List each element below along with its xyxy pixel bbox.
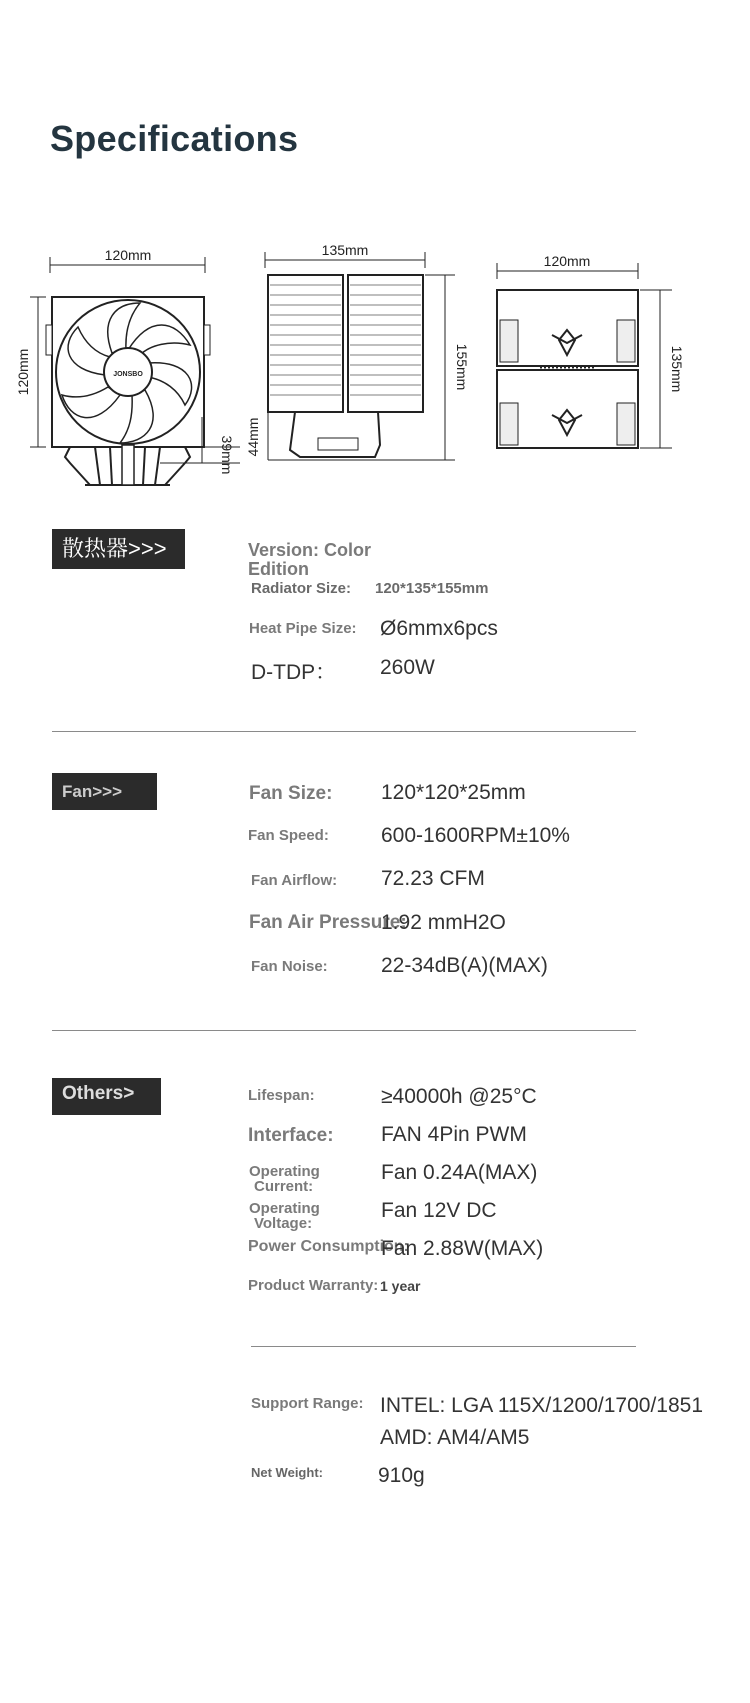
radiator-size-label: Radiator Size: <box>251 580 352 597</box>
side-height-label: 155mm <box>454 343 470 391</box>
lifespan-value: ≥40000h @25°C <box>381 1085 537 1108</box>
heatpipe-label: Heat Pipe Size: <box>249 620 357 637</box>
fan-airflow-label: Fan Airflow: <box>251 872 338 889</box>
fan-logo: JONSBO <box>113 371 143 378</box>
front-height-label: 120mm <box>15 348 31 396</box>
interface-value: FAN 4Pin PWM <box>381 1123 527 1146</box>
version-label: Version: Color Edition <box>248 540 372 579</box>
current-label: Operating Current: <box>249 1163 320 1195</box>
lifespan-label: Lifespan: <box>248 1087 315 1104</box>
divider <box>52 1030 636 1031</box>
fan-badge: Fan>>> <box>52 773 157 810</box>
front-base-label: 39mm <box>219 435 235 475</box>
support-label: Support Range: <box>251 1395 364 1412</box>
tdp-value: 260W <box>380 656 435 679</box>
front-view <box>15 247 240 485</box>
power-value: Fan 2.88W(MAX) <box>381 1237 544 1260</box>
support-intel-value: INTEL: LGA 115X/1200/1700/1851 <box>380 1394 704 1417</box>
fan-pressure-value: 1.92 mmH2O <box>381 911 506 934</box>
side-base-label: 44mm <box>245 417 261 457</box>
weight-value: 910g <box>378 1464 425 1487</box>
divider <box>251 1346 636 1347</box>
interface-label: Interface: <box>248 1125 334 1146</box>
top-width-label: 120mm <box>543 253 591 269</box>
side-view <box>245 245 470 460</box>
radiator-badge: 散热器>>> <box>52 529 185 569</box>
front-width-label: 120mm <box>104 247 152 263</box>
dimension-diagram <box>0 245 750 515</box>
fan-noise-label: Fan Noise: <box>251 958 328 975</box>
support-amd-value: AMD: AM4/AM5 <box>380 1426 530 1449</box>
others-badge: Others> <box>52 1078 161 1115</box>
fan-airflow-value: 72.23 CFM <box>381 867 485 890</box>
voltage-value: Fan 12V DC <box>381 1199 497 1222</box>
warranty-label: Product Warranty: <box>248 1277 379 1294</box>
heatpipe-value: Ø6mmx6pcs <box>380 617 498 640</box>
voltage-label: Operating Voltage: <box>249 1200 320 1232</box>
fan-pressure-label: Fan Air Pressure: <box>249 912 407 933</box>
divider <box>52 731 636 732</box>
top-height-label: 135mm <box>669 345 685 393</box>
warranty-value: 1 year <box>380 1278 421 1294</box>
radiator-size-value: 120*135*155mm <box>375 580 489 597</box>
fan-size-label: Fan Size: <box>249 783 333 804</box>
page-title: Specifications <box>50 118 299 159</box>
fan-size-value: 120*120*25mm <box>381 781 526 804</box>
tdp-label: D-TDP： <box>251 661 337 684</box>
fan-speed-label: Fan Speed: <box>248 827 329 844</box>
current-value: Fan 0.24A(MAX) <box>381 1161 538 1184</box>
top-view <box>497 253 685 448</box>
power-label: Power Consumption: <box>248 1238 409 1255</box>
fan-speed-value: 600-1600RPM±10% <box>381 824 570 847</box>
side-width-label: 135mm <box>321 245 369 258</box>
fan-noise-value: 22-34dB(A)(MAX) <box>381 954 548 977</box>
weight-label: Net Weight: <box>251 1465 323 1480</box>
